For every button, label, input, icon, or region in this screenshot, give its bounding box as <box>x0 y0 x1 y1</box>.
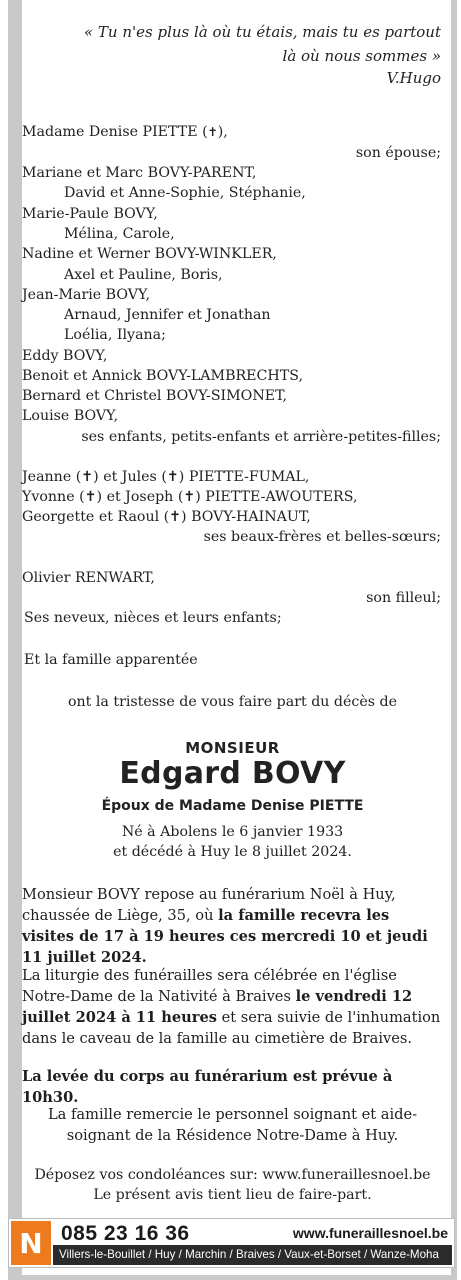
family-line: Axel et Pauline, Boris, <box>64 267 223 283</box>
family-line: Yvonne (✝) et Joseph (✝) PIETTE-AWOUTERS, <box>22 489 358 505</box>
deceased-name: Edgard BOVY <box>119 756 346 791</box>
announcement: ont la tristesse de vous faire part du décès de <box>67 694 398 710</box>
visits-paragraph: Monsieur BOVY repose au funérarium Noël à Huy, chaussée de Liège, 35, où la famille recevra les visites de 17 à 19 heures ces mercredi 10 et jeudi 11 juillet 2024. <box>22 886 428 966</box>
quote-line-1: « Tu n'es plus là où tu étais, mais tu es partout <box>83 23 441 41</box>
family-line: Mariane et Marc BOVY-PARENT, <box>22 165 257 181</box>
family-line: Arnaud, Jennifer et Jonathan <box>64 307 271 323</box>
family-line: Nadine et Werner BOVY-WINKLER, <box>22 246 277 262</box>
deceased-spouse-line: Époux de Madame Denise PIETTE <box>101 798 364 814</box>
funeral-home-footer <box>8 1218 455 1268</box>
phone-number: 085 23 16 36 <box>61 1222 190 1245</box>
website-link[interactable]: www.funeraillesnoel.be <box>292 1225 448 1241</box>
quote-author: V.Hugo <box>386 69 441 87</box>
levee-line: La levée du corps au funérarium est prévue à 10h30. <box>22 1068 393 1106</box>
death-line: et décédé à Huy le 8 juillet 2024. <box>113 844 352 860</box>
family-line: Jeanne (✝) et Jules (✝) PIETTE-FUMAL, <box>22 469 310 485</box>
family-line: Marie-Paule BOVY, <box>22 206 158 222</box>
children-role: ses enfants, petits-enfants et arrière-petites-filles; <box>81 429 441 445</box>
notice-line: Le présent avis tient lieu de faire-part. <box>93 1187 372 1203</box>
siblings-role: ses beaux-frères et belles-sœurs; <box>203 529 441 545</box>
godson-name: Olivier RENWART, <box>22 570 155 586</box>
condolences-line: Déposez vos condoléances sur: www.funeraillesnoel.be <box>34 1167 431 1183</box>
related-family-line: Et la famille apparentée <box>24 652 198 668</box>
family-line: Benoit et Annick BOVY-LAMBRECHTS, <box>22 368 303 384</box>
locations-text: Villers-le-Bouillet / Huy / Marchin / Braives / Vaux-et-Borset / Wanze-Moha <box>59 1248 439 1261</box>
family-line: David et Anne-Sophie, Stéphanie, <box>64 185 306 201</box>
family-line: Eddy BOVY, <box>22 348 108 364</box>
quote-line-2: là où nous sommes » <box>282 47 441 65</box>
family-line: Georgette et Raoul (✝) BOVY-HAINAUT, <box>22 509 311 525</box>
spouse-name: Madame Denise PIETTE (✝), <box>22 124 228 140</box>
family-line: Loélia, Ilyana; <box>64 327 166 343</box>
spouse-role: son épouse; <box>355 145 441 161</box>
family-line: Bernard et Christel BOVY-SIMONET, <box>22 388 287 404</box>
thanks-paragraph: La famille remercie le personnel soignant et aide-soignant de la Résidence Notre-Dame à Huy. <box>47 1106 418 1144</box>
family-line: Jean-Marie BOVY, <box>22 287 151 303</box>
family-line: Louise BOVY, <box>22 408 119 424</box>
nephews-line: Ses neveux, nièces et leurs enfants; <box>24 610 282 626</box>
cross-icon: ✝ <box>207 125 218 139</box>
obituary-notice <box>22 0 443 1280</box>
funeral-paragraph: La liturgie des funérailles sera célébrée en l'église Notre-Dame de la Nativité à Braives le vendredi 12 juillet 2024 à 11 heures et sera suivie de l'inhumation dans le caveau de la famille au cimetière de Braives. <box>22 967 441 1047</box>
funeral-home-logo: N <box>11 1221 51 1265</box>
birth-line: Né à Abolens le 6 janvier 1933 <box>121 824 344 840</box>
family-line: Mélina, Carole, <box>64 226 175 242</box>
deceased-title: MONSIEUR <box>185 739 280 757</box>
godson-role: son filleul; <box>366 590 441 606</box>
